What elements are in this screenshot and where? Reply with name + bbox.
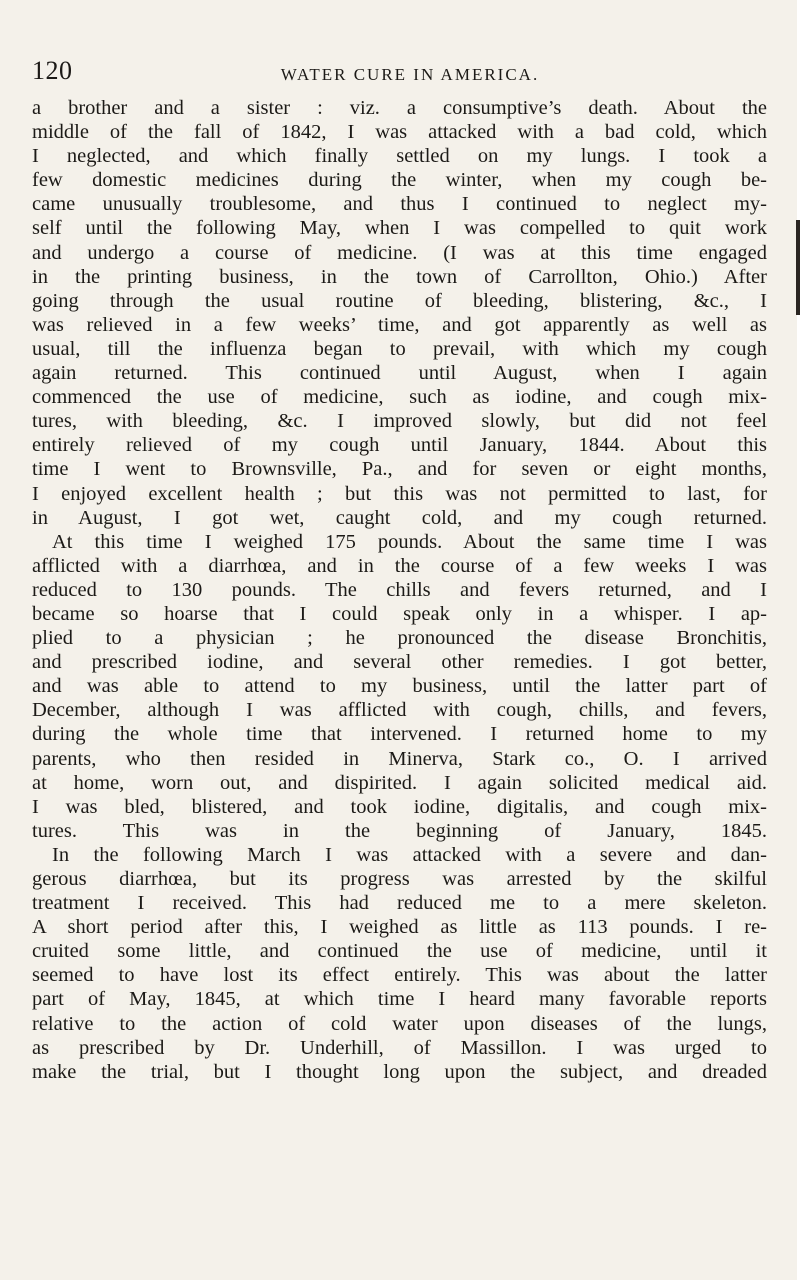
text-line: at home, worn out, and dispirited. I again solicited medical aid. xyxy=(32,771,767,794)
text-line: in the printing business, in the town of Carrollton, Ohio.) After xyxy=(32,265,767,288)
text-line: again returned. This continued until August, when I again xyxy=(32,362,767,385)
text-line: a brother and a sister : viz. a consumptive’s death. About the xyxy=(32,97,767,119)
text-line: December, although I was afflicted with cough, chills, and fevers, xyxy=(32,699,767,722)
text-line: entirely relieved of my cough until January, 1844. About this xyxy=(32,434,767,457)
text-line: few domestic medicines during the winter, when my cough be- xyxy=(32,169,767,192)
text-line: make the trial, but I thought long upon the subject, and dreaded xyxy=(32,1060,767,1083)
text-line: At this time I weighed 175 pounds. About the same time I was xyxy=(52,530,767,553)
text-line: I neglected, and which finally settled on my lungs. I took a xyxy=(32,145,767,168)
text-line: going through the usual routine of bleeding, blistering, &c., I xyxy=(32,289,767,312)
text-line: and undergo a course of medicine. (I was at this time engaged xyxy=(32,241,767,264)
text-line: usual, till the influenza began to prevail, with which my cough xyxy=(32,337,767,360)
text-line: gerous diarrhœa, but its progress was arrested by the skilful xyxy=(32,868,767,890)
page-edge-mark xyxy=(796,220,800,315)
text-line: relative to the action of cold water upon diseases of the lungs, xyxy=(32,1012,767,1035)
text-line: I enjoyed excellent health ; but this was not permitted to last, for xyxy=(32,482,767,505)
text-line: plied to a physician ; he pronounced the disease Bronchitis, xyxy=(32,627,767,650)
text-line: tures. This was in the beginning of January, 1845. xyxy=(32,819,767,842)
running-head xyxy=(32,56,772,86)
text-line: came unusually troublesome, and thus I continued to neglect my- xyxy=(32,193,767,216)
text-line: afflicted with a diarrhœa, and in the course of a few weeks I was xyxy=(32,554,767,577)
text-line: A short period after this, I weighed as little as 113 pounds. I re- xyxy=(32,916,767,939)
text-line: I was bled, blistered, and took iodine, digitalis, and cough mix- xyxy=(32,795,767,818)
text-line: seemed to have lost its effect entirely. This was about the latter xyxy=(32,964,767,987)
running-title: WATER CURE IN AMERICA. xyxy=(280,65,540,84)
text-line: parents, who then resided in Minerva, Stark co., O. I arrived xyxy=(32,747,767,770)
text-line: during the whole time that intervened. I returned home to my xyxy=(32,723,767,746)
text-line: was relieved in a few weeks’ time, and got apparently as well as xyxy=(32,313,767,336)
text-line: cruited some little, and continued the use of medicine, until it xyxy=(32,940,767,963)
text-line: and was able to attend to my business, until the latter part of xyxy=(32,675,767,698)
text-line: in August, I got wet, caught cold, and my cough returned. xyxy=(32,506,767,529)
text-line: became so hoarse that I could speak only in a whisper. I ap- xyxy=(32,602,767,625)
text-line: time I went to Brownsville, Pa., and for seven or eight months, xyxy=(32,458,767,481)
text-line: as prescribed by Dr. Underhill, of Massillon. I was urged to xyxy=(32,1036,767,1059)
text-line: tures, with bleeding, &c. I improved slowly, but did not feel xyxy=(32,410,767,433)
text-line: self until the following May, when I was compelled to quit work xyxy=(32,217,767,240)
page-number: 120 xyxy=(32,56,73,85)
text-line: treatment I received. This had reduced me to a mere skeleton. xyxy=(32,892,767,915)
text-line: In the following March I was attacked with a severe and dan- xyxy=(52,843,767,866)
text-line: and prescribed iodine, and several other remedies. I got better, xyxy=(32,651,767,674)
text-line: reduced to 130 pounds. The chills and fevers returned, and I xyxy=(32,578,767,601)
text-line: commenced the use of medicine, such as iodine, and cough mix- xyxy=(32,386,767,409)
text-line: middle of the fall of 1842, I was attacked with a bad cold, which xyxy=(32,121,767,144)
body-text xyxy=(32,96,767,1084)
text-line: part of May, 1845, at which time I heard many favorable reports xyxy=(32,988,767,1011)
